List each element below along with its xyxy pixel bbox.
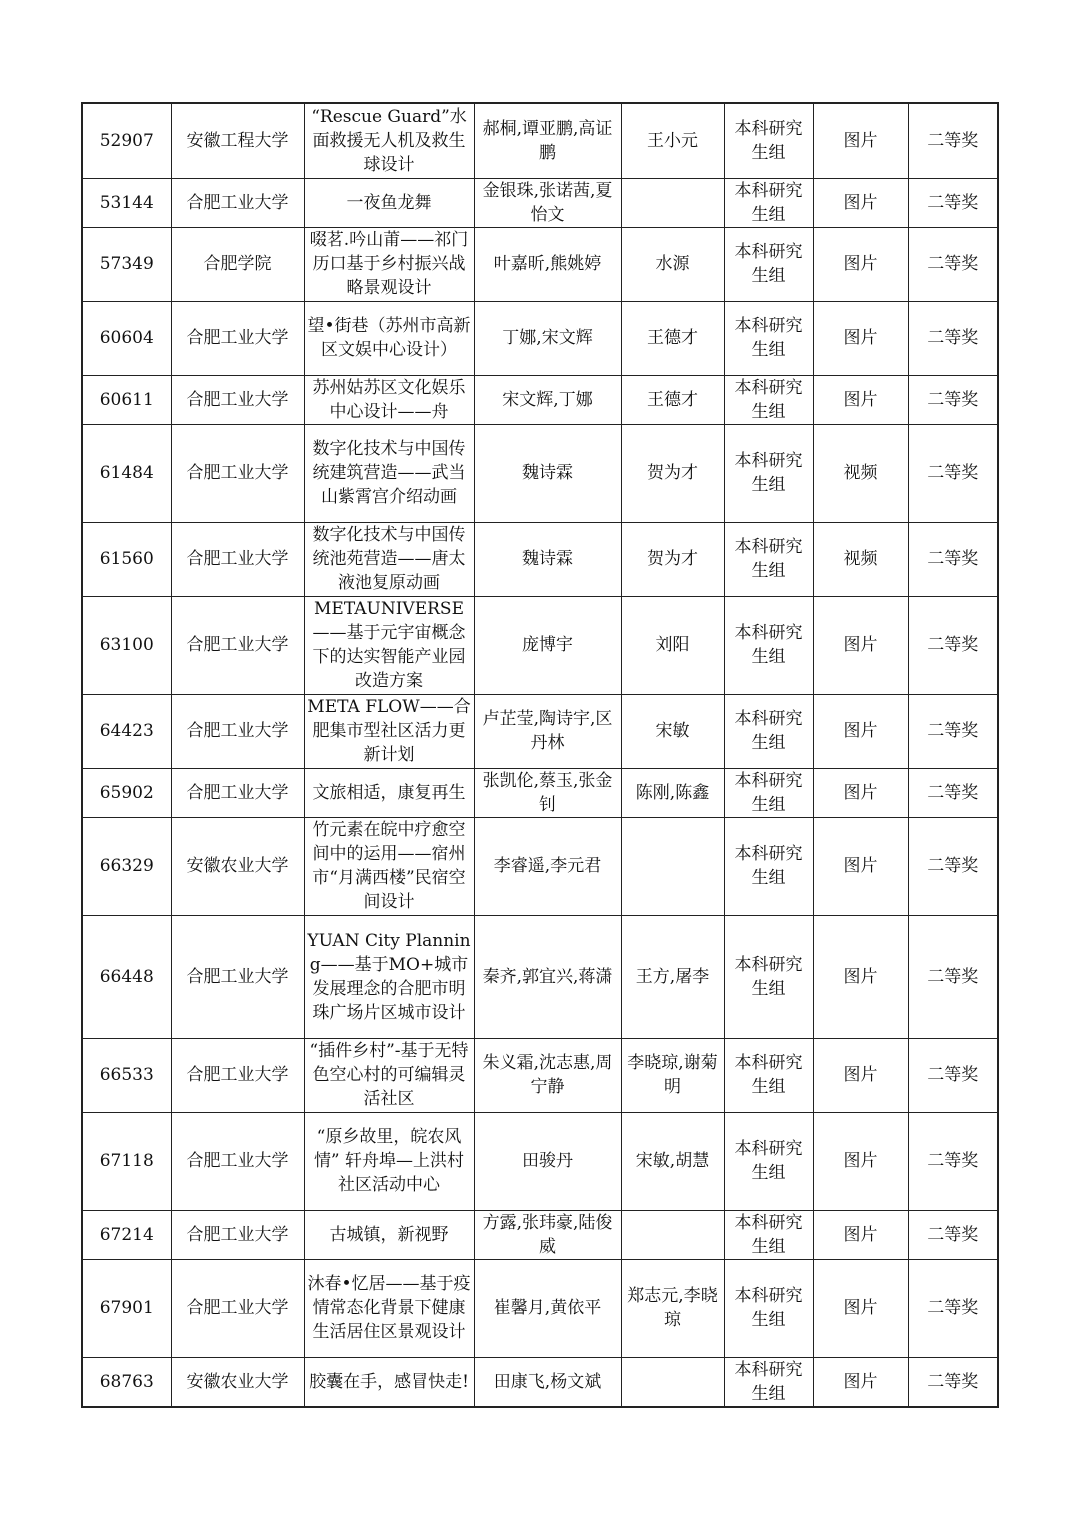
school-cell: 合肥工业大学	[171, 178, 304, 227]
work-title-cell: 望•街巷（苏州市高新区文娱中心设计）	[304, 301, 474, 375]
advisor-cell: 宋敏,胡慧	[621, 1112, 724, 1210]
group-cell: 本科研究生组	[724, 301, 813, 375]
school-cell: 合肥工业大学	[171, 694, 304, 768]
table-body	[82, 103, 998, 1407]
table-row	[82, 817, 998, 915]
advisor-cell: 宋敏	[621, 694, 724, 768]
entry-id-cell: 61484	[82, 424, 171, 522]
entry-id-cell: 66533	[82, 1038, 171, 1112]
award-cell: 二等奖	[908, 1112, 998, 1210]
table-row	[82, 1357, 998, 1407]
award-cell: 二等奖	[908, 178, 998, 227]
group-cell: 本科研究生组	[724, 424, 813, 522]
award-table	[81, 102, 999, 1408]
group-cell: 本科研究生组	[724, 817, 813, 915]
authors-cell: 朱义霜,沈志惠,周宁静	[474, 1038, 621, 1112]
advisor-cell	[621, 817, 724, 915]
table-row	[82, 301, 998, 375]
work-title-cell: 啜茗.吟山莆——祁门历口基于乡村振兴战略景观设计	[304, 227, 474, 301]
work-title-cell: “Rescue Guard”水面救援无人机及救生球设计	[304, 103, 474, 178]
award-cell: 二等奖	[908, 522, 998, 596]
work-title-cell: 一夜鱼龙舞	[304, 178, 474, 227]
entry-id-cell: 65902	[82, 768, 171, 817]
authors-cell: 叶嘉昕,熊姚婷	[474, 227, 621, 301]
work-title-cell: 数字化技术与中国传统建筑营造——武当山紫霄宫介绍动画	[304, 424, 474, 522]
advisor-cell: 郑志元,李晓琼	[621, 1259, 724, 1357]
work-title-cell: 古城镇，新视野	[304, 1210, 474, 1259]
advisor-cell	[621, 178, 724, 227]
work-title-cell: 文旅相适，康复再生	[304, 768, 474, 817]
advisor-cell: 李晓琼,谢菊明	[621, 1038, 724, 1112]
table-row	[82, 768, 998, 817]
group-cell: 本科研究生组	[724, 1357, 813, 1407]
advisor-cell: 王小元	[621, 103, 724, 178]
group-cell: 本科研究生组	[724, 522, 813, 596]
entry-id-cell: 68763	[82, 1357, 171, 1407]
entry-id-cell: 67118	[82, 1112, 171, 1210]
advisor-cell: 陈刚,陈鑫	[621, 768, 724, 817]
group-cell: 本科研究生组	[724, 1259, 813, 1357]
group-cell: 本科研究生组	[724, 1038, 813, 1112]
table-row	[82, 596, 998, 694]
award-cell: 二等奖	[908, 103, 998, 178]
award-cell: 二等奖	[908, 817, 998, 915]
authors-cell: 张凯伦,蔡玉,张金钊	[474, 768, 621, 817]
authors-cell: 秦齐,郭宜兴,蒋潇	[474, 915, 621, 1038]
award-cell: 二等奖	[908, 1210, 998, 1259]
authors-cell: 郝桐,谭亚鹏,高证鹏	[474, 103, 621, 178]
award-cell: 二等奖	[908, 1038, 998, 1112]
work-type-cell: 图片	[813, 301, 908, 375]
entry-id-cell: 53144	[82, 178, 171, 227]
authors-cell: 金银珠,张诺茜,夏怡文	[474, 178, 621, 227]
work-type-cell: 图片	[813, 1210, 908, 1259]
authors-cell: 崔馨月,黄依平	[474, 1259, 621, 1357]
school-cell: 合肥工业大学	[171, 522, 304, 596]
table-row	[82, 694, 998, 768]
table-row	[82, 1259, 998, 1357]
entry-id-cell: 52907	[82, 103, 171, 178]
group-cell: 本科研究生组	[724, 596, 813, 694]
authors-cell: 李睿遥,李元君	[474, 817, 621, 915]
authors-cell: 庞博宇	[474, 596, 621, 694]
school-cell: 合肥工业大学	[171, 1259, 304, 1357]
school-cell: 安徽工程大学	[171, 103, 304, 178]
group-cell: 本科研究生组	[724, 1210, 813, 1259]
group-cell: 本科研究生组	[724, 915, 813, 1038]
school-cell: 合肥工业大学	[171, 301, 304, 375]
group-cell: 本科研究生组	[724, 178, 813, 227]
school-cell: 合肥学院	[171, 227, 304, 301]
entry-id-cell: 61560	[82, 522, 171, 596]
advisor-cell	[621, 1210, 724, 1259]
award-cell: 二等奖	[908, 424, 998, 522]
award-cell: 二等奖	[908, 1357, 998, 1407]
work-type-cell: 图片	[813, 694, 908, 768]
table-row	[82, 1038, 998, 1112]
work-title-cell: 数字化技术与中国传统池苑营造——唐太液池复原动画	[304, 522, 474, 596]
group-cell: 本科研究生组	[724, 694, 813, 768]
work-type-cell: 图片	[813, 1038, 908, 1112]
work-type-cell: 图片	[813, 178, 908, 227]
school-cell: 合肥工业大学	[171, 915, 304, 1038]
entry-id-cell: 66448	[82, 915, 171, 1038]
work-title-cell: 竹元素在皖中疗愈空间中的运用——宿州市“月满西楼”民宿空间设计	[304, 817, 474, 915]
authors-cell: 方露,张玮豪,陆俊威	[474, 1210, 621, 1259]
table-row	[82, 375, 998, 424]
work-title-cell: “插件乡村”-基于无特色空心村的可编辑灵活社区	[304, 1038, 474, 1112]
work-type-cell: 图片	[813, 1112, 908, 1210]
award-cell: 二等奖	[908, 768, 998, 817]
advisor-cell: 贺为才	[621, 522, 724, 596]
school-cell: 合肥工业大学	[171, 1112, 304, 1210]
entry-id-cell: 66329	[82, 817, 171, 915]
school-cell: 安徽农业大学	[171, 817, 304, 915]
group-cell: 本科研究生组	[724, 768, 813, 817]
table-row	[82, 178, 998, 227]
entry-id-cell: 67214	[82, 1210, 171, 1259]
work-type-cell: 图片	[813, 227, 908, 301]
entry-id-cell: 57349	[82, 227, 171, 301]
work-type-cell: 图片	[813, 375, 908, 424]
work-type-cell: 图片	[813, 596, 908, 694]
group-cell: 本科研究生组	[724, 227, 813, 301]
award-cell: 二等奖	[908, 596, 998, 694]
school-cell: 合肥工业大学	[171, 596, 304, 694]
work-title-cell: META FLOW——合肥集市型社区活力更新计划	[304, 694, 474, 768]
school-cell: 合肥工业大学	[171, 1038, 304, 1112]
group-cell: 本科研究生组	[724, 103, 813, 178]
authors-cell: 田康飞,杨文斌	[474, 1357, 621, 1407]
advisor-cell: 王德才	[621, 375, 724, 424]
entry-id-cell: 60604	[82, 301, 171, 375]
award-cell: 二等奖	[908, 375, 998, 424]
work-type-cell: 图片	[813, 1259, 908, 1357]
table-row	[82, 227, 998, 301]
award-cell: 二等奖	[908, 227, 998, 301]
authors-cell: 魏诗霖	[474, 424, 621, 522]
authors-cell: 卢芷莹,陶诗宇,区丹林	[474, 694, 621, 768]
advisor-cell	[621, 1357, 724, 1407]
school-cell: 安徽农业大学	[171, 1357, 304, 1407]
authors-cell: 宋文辉,丁娜	[474, 375, 621, 424]
work-title-cell: 苏州姑苏区文化娱乐中心设计——舟	[304, 375, 474, 424]
award-cell: 二等奖	[908, 1259, 998, 1357]
award-cell: 二等奖	[908, 694, 998, 768]
work-type-cell: 图片	[813, 768, 908, 817]
work-type-cell: 视频	[813, 522, 908, 596]
award-cell: 二等奖	[908, 915, 998, 1038]
award-cell: 二等奖	[908, 301, 998, 375]
work-title-cell: “原乡故里，皖农风情” 轩舟埠—上洪村社区活动中心	[304, 1112, 474, 1210]
table-row	[82, 915, 998, 1038]
authors-cell: 田骏丹	[474, 1112, 621, 1210]
group-cell: 本科研究生组	[724, 375, 813, 424]
work-title-cell: METAUNIVERSE——基于元宇宙概念下的达实智能产业园改造方案	[304, 596, 474, 694]
entry-id-cell: 63100	[82, 596, 171, 694]
table-row	[82, 1210, 998, 1259]
entry-id-cell: 64423	[82, 694, 171, 768]
table-row	[82, 522, 998, 596]
entry-id-cell: 60611	[82, 375, 171, 424]
advisor-cell: 刘阳	[621, 596, 724, 694]
advisor-cell: 王德才	[621, 301, 724, 375]
work-type-cell: 图片	[813, 1357, 908, 1407]
authors-cell: 魏诗霖	[474, 522, 621, 596]
work-type-cell: 视频	[813, 424, 908, 522]
advisor-cell: 贺为才	[621, 424, 724, 522]
work-type-cell: 图片	[813, 915, 908, 1038]
work-title-cell: 胶囊在手，感冒快走!	[304, 1357, 474, 1407]
table-row	[82, 103, 998, 178]
work-title-cell: 沐春•忆居——基于疫情常态化背景下健康生活居住区景观设计	[304, 1259, 474, 1357]
work-type-cell: 图片	[813, 103, 908, 178]
school-cell: 合肥工业大学	[171, 375, 304, 424]
school-cell: 合肥工业大学	[171, 424, 304, 522]
advisor-cell: 水源	[621, 227, 724, 301]
entry-id-cell: 67901	[82, 1259, 171, 1357]
advisor-cell: 王方,屠李	[621, 915, 724, 1038]
school-cell: 合肥工业大学	[171, 768, 304, 817]
school-cell: 合肥工业大学	[171, 1210, 304, 1259]
table-row	[82, 424, 998, 522]
table-row	[82, 1112, 998, 1210]
group-cell: 本科研究生组	[724, 1112, 813, 1210]
work-title-cell: YUAN City Planning——基于MO+城市发展理念的合肥市明珠广场片区城市设计	[304, 915, 474, 1038]
authors-cell: 丁娜,宋文辉	[474, 301, 621, 375]
work-type-cell: 图片	[813, 817, 908, 915]
